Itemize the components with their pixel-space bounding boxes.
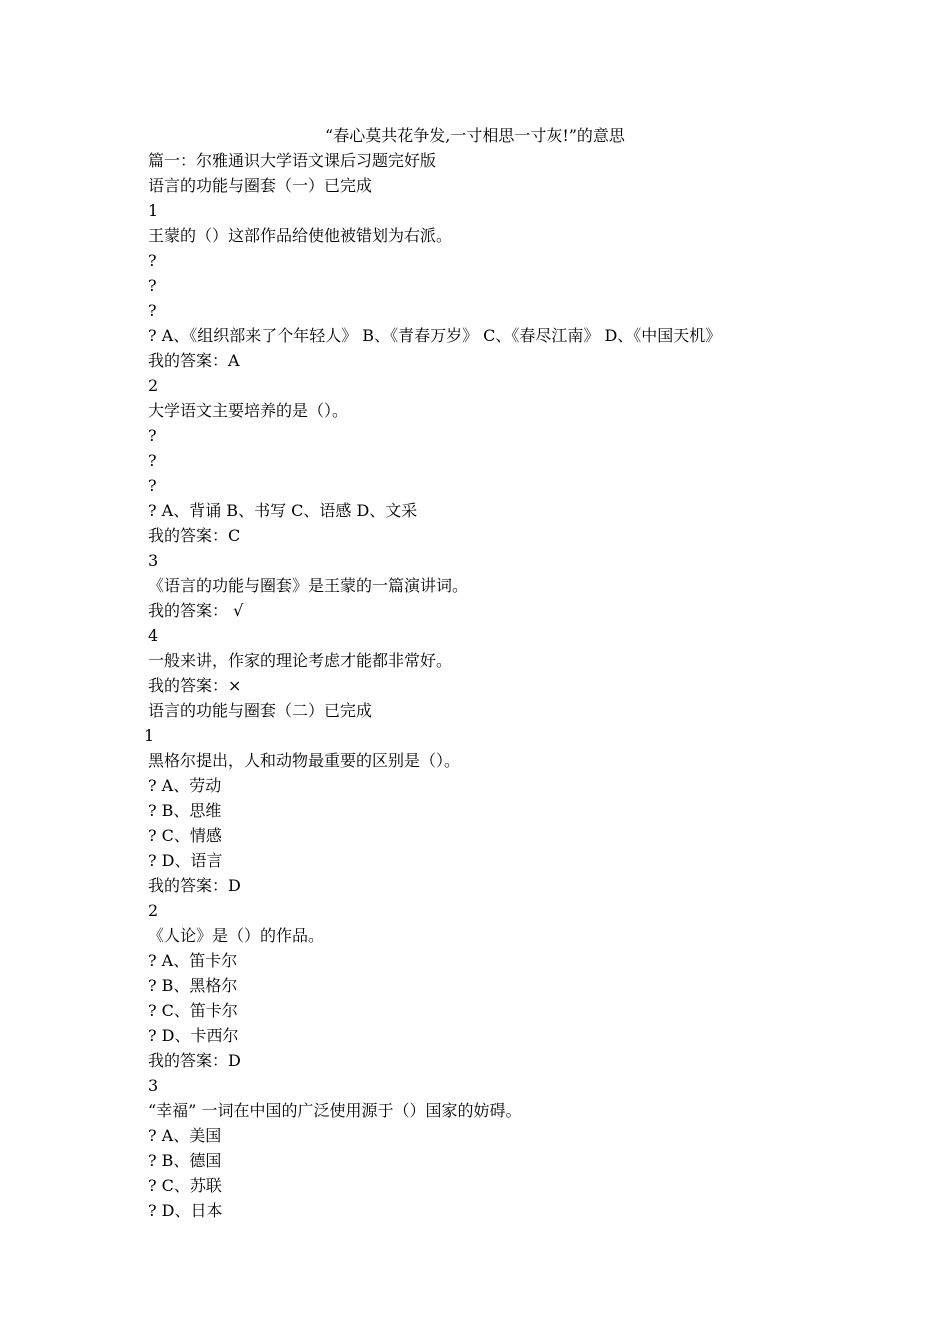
answer-line: 我的答案：× xyxy=(148,676,242,695)
option-marker: ? xyxy=(148,276,157,295)
question-number: 2 xyxy=(148,901,159,920)
option-line: ? C、苏联 xyxy=(148,1176,222,1195)
question-text: 《语言的功能与圈套》是王蒙的一篇演讲词。 xyxy=(148,576,469,595)
option-line: ? C、笛卡尔 xyxy=(148,1001,238,1020)
section-heading: 篇一：尔雅通识大学语文课后习题完好版 xyxy=(148,151,437,170)
question-text: 大学语文主要培养的是（）。 xyxy=(148,401,349,420)
chapter-heading: 语言的功能与圈套（一）已完成 xyxy=(148,176,373,195)
option-line: ? B、德国 xyxy=(148,1151,222,1170)
option-marker: ? xyxy=(148,301,157,320)
question-options: ? A、《组织部来了个年轻人》 B、《青春万岁》 C、《春尽江南》 D、《中国天机》 xyxy=(148,326,722,345)
answer-line: 我的答案：D xyxy=(148,876,241,895)
question-number: 1 xyxy=(144,726,155,745)
chapter-heading: 语言的功能与圈套（二）已完成 xyxy=(148,701,373,720)
option-line: ? A、美国 xyxy=(148,1126,222,1145)
question-text: “幸福” 一词在中国的广泛使用源于（）国家的妨碍。 xyxy=(148,1101,522,1120)
question-number: 3 xyxy=(148,551,159,570)
option-line: ? B、黑格尔 xyxy=(148,976,238,995)
question-number: 4 xyxy=(148,626,159,645)
question-number: 3 xyxy=(148,1076,159,1095)
answer-line: 我的答案：D xyxy=(148,1051,241,1070)
option-marker: ? xyxy=(148,426,157,445)
option-line: ? D、卡西尔 xyxy=(148,1026,239,1045)
answer-line: 我的答案： √ xyxy=(148,601,244,620)
option-line: ? B、思维 xyxy=(148,801,222,820)
document-title: “春心莫共花争发,一寸相思一寸灰!”的意思 xyxy=(325,126,625,145)
option-line: ? A、笛卡尔 xyxy=(148,951,238,970)
question-text: 一般来讲，作家的理论考虑才能都非常好。 xyxy=(148,651,453,670)
option-marker: ? xyxy=(148,451,157,470)
option-marker: ? xyxy=(148,251,157,270)
question-text: 《人论》是（）的作品。 xyxy=(148,926,325,945)
document-body xyxy=(144,149,848,1224)
option-line: ? D、日本 xyxy=(148,1201,223,1220)
question-number: 1 xyxy=(148,201,159,220)
question-number: 2 xyxy=(148,376,159,395)
option-line: ? D、语言 xyxy=(148,851,223,870)
option-line: ? C、情感 xyxy=(148,826,222,845)
answer-line: 我的答案：C xyxy=(148,526,241,545)
question-text: 王蒙的（）这部作品给使他被错划为右派。 xyxy=(148,226,453,245)
question-text: 黑格尔提出，人和动物最重要的区别是（）。 xyxy=(148,751,461,770)
question-options: ? A、背诵 B、书写 C、语感 D、文采 xyxy=(148,501,418,520)
option-line: ? A、劳动 xyxy=(148,776,222,795)
answer-line: 我的答案：A xyxy=(148,351,240,370)
option-marker: ? xyxy=(148,476,157,495)
